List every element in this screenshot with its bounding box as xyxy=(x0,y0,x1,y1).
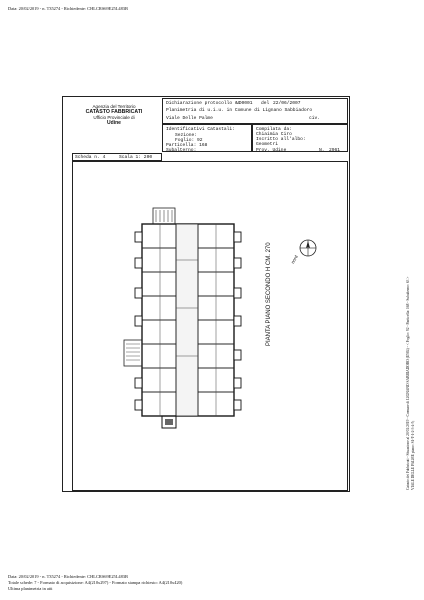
protocol-label: Dichiarazione protocollo n. xyxy=(166,101,241,106)
sezione: Sezione: xyxy=(175,133,198,138)
top-header-text: Data: 20/02/2019 - n. T35274 - Richiedente: CHLCRS69E25L483B xyxy=(8,6,128,11)
street: Viale Delle Palme xyxy=(166,116,213,121)
ident-label: Identificativi Catastali: xyxy=(166,127,235,132)
floor-plan-drawing xyxy=(120,200,250,432)
iscritto-value: Geometri xyxy=(256,142,279,147)
subalterno: Subalterno: xyxy=(166,148,197,153)
north-label: nord xyxy=(290,254,299,265)
agency-block xyxy=(72,104,156,126)
corridor xyxy=(176,224,198,416)
iscritto-label: Iscritto all'albo: xyxy=(256,137,306,142)
scheda-bar xyxy=(72,153,162,161)
ident-box xyxy=(162,124,252,152)
north-compass-icon xyxy=(298,238,318,258)
n-label: N. xyxy=(319,148,325,153)
protocol-number: UD0001 xyxy=(236,101,253,106)
plan-title: PIANTA PIANO SECONDO H CM. 270 xyxy=(266,242,272,346)
agency-office: Ufficio Provinciale di xyxy=(93,115,135,120)
agency-name: Agenzia del Territorio xyxy=(92,104,136,109)
agency-catasto: CATASTO FABBRICATI xyxy=(85,109,143,115)
footer-line-3: Ultima planimetria in atti xyxy=(8,586,53,591)
scheda-number: Scheda n. 4 xyxy=(75,155,106,160)
side-note: Catasto dei Fabbricati - Situazione al 20/02/2019 - Comune di LIGNANO SABBIADORO (E584) - < Foglio: 92 - Particella: 168 - Subalterno: 63 > xyxy=(406,276,410,490)
compiled-box xyxy=(252,124,348,152)
agency-city: Udine xyxy=(107,120,121,126)
foglio: Foglio: 92 xyxy=(175,138,203,143)
compilata-name: Chiaimia Ciro xyxy=(256,132,292,137)
protocol-date: 22/06/2007 xyxy=(273,101,301,106)
scale: Scala 1: 200 xyxy=(119,155,153,160)
side-note-address: VIALE DELLE PALME piano: S1-T-1-2-3-4-5; xyxy=(411,420,415,490)
protocol-del: del xyxy=(261,101,270,106)
plan-municipality: Planimetria di u.i.u. in Comune di Lignano Sabbiadoro xyxy=(166,108,313,113)
compilata-label: Compilata da: xyxy=(256,127,292,132)
info-header-box xyxy=(162,98,348,124)
civ-label: civ. xyxy=(309,116,321,121)
n-value: 2961 xyxy=(329,148,341,153)
particella: Particella: 168 xyxy=(166,143,208,148)
province: Prov. Udine xyxy=(256,148,287,153)
footer-line-2: Totale schede: 7 - Formato di acquisizione: A4(210x297) - Formato stampa richiesto: A4(210x420) xyxy=(8,580,183,585)
footer-line-1: Data: 20/02/2019 - n. T35274 - Richiedente: CHLCRS69E25L483B xyxy=(8,574,128,579)
